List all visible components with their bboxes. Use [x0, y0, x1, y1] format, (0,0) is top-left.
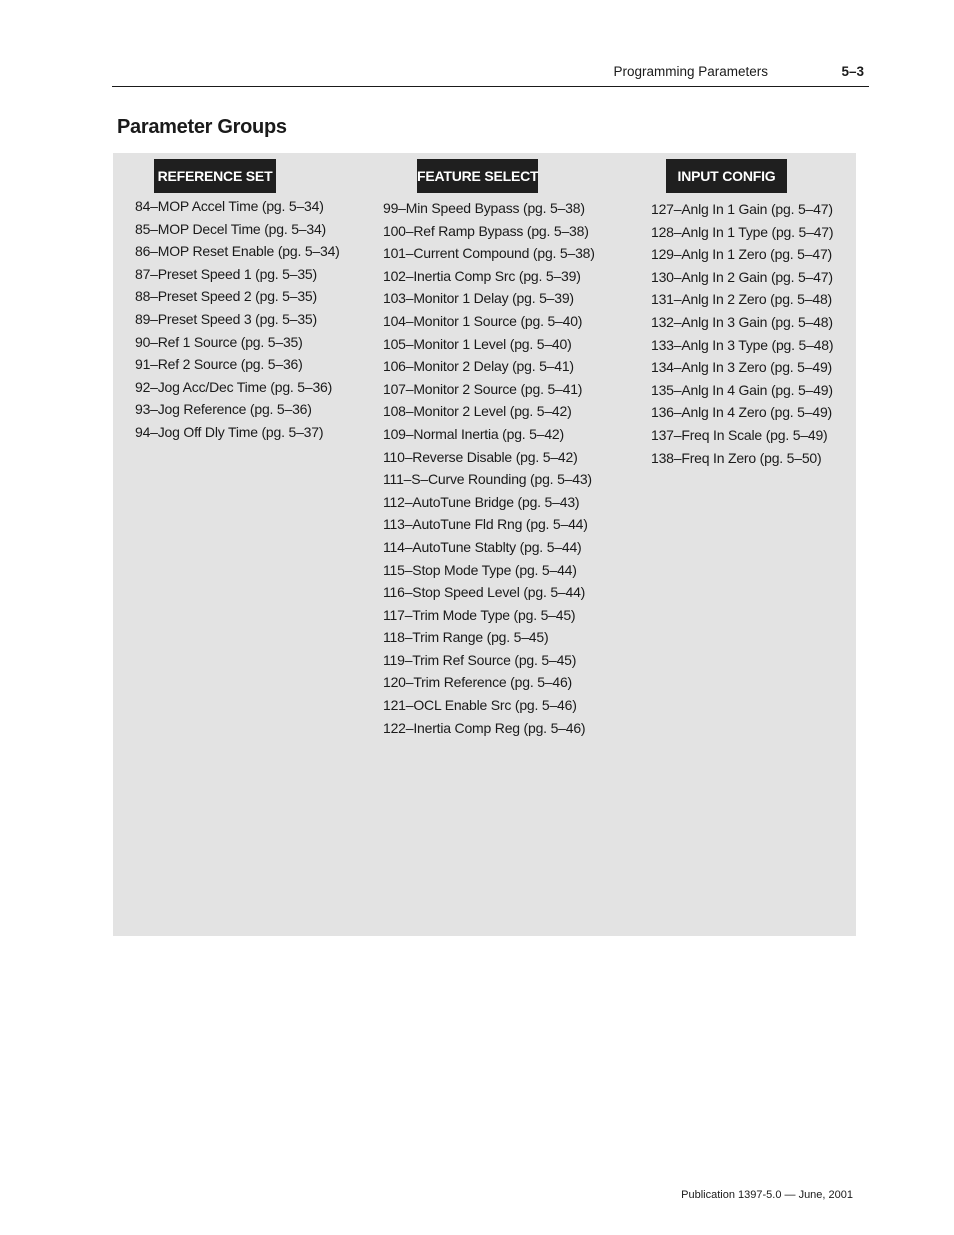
parameter-item: 121–OCL Enable Src (pg. 5–46): [383, 697, 577, 714]
page-number: 5–3: [841, 64, 864, 79]
parameter-item: 127–Anlg In 1 Gain (pg. 5–47): [651, 201, 833, 217]
parameter-item: 108–Monitor 2 Level (pg. 5–42): [383, 403, 572, 420]
parameter-item: 86–MOP Reset Enable (pg. 5–34): [135, 243, 340, 260]
reference-set-list: [135, 195, 340, 444]
header-divider: [112, 86, 869, 87]
parameter-item: 130–Anlg In 2 Gain (pg. 5–47): [651, 268, 833, 285]
parameter-item: 90–Ref 1 Source (pg. 5–35): [135, 333, 303, 350]
parameter-item: 132–Anlg In 3 Gain (pg. 5–48): [651, 313, 833, 330]
parameter-item: 100–Ref Ramp Bypass (pg. 5–38): [383, 222, 589, 239]
feature-select-list: [383, 197, 595, 739]
parameter-item: 88–Preset Speed 2 (pg. 5–35): [135, 288, 317, 305]
parameter-item: 84–MOP Accel Time (pg. 5–34): [135, 198, 324, 214]
parameter-item: 105–Monitor 1 Level (pg. 5–40): [383, 335, 572, 352]
parameter-item: 91–Ref 2 Source (pg. 5–36): [135, 356, 303, 373]
parameter-item: 119–Trim Ref Source (pg. 5–45): [383, 651, 577, 668]
parameter-item: 136–Anlg In 4 Zero (pg. 5–49): [651, 404, 832, 421]
publication-footer: Publication 1397-5.0 — June, 2001: [681, 1189, 853, 1201]
group-header-feature-select: FEATURE SELECT: [417, 159, 538, 193]
parameter-item: 129–Anlg In 1 Zero (pg. 5–47): [651, 246, 832, 263]
parameter-item: 131–Anlg In 2 Zero (pg. 5–48): [651, 291, 832, 308]
parameter-item: 134–Anlg In 3 Zero (pg. 5–49): [651, 359, 832, 376]
running-header-section: Programming Parameters: [613, 64, 768, 79]
parameter-item: 117–Trim Mode Type (pg. 5–45): [383, 606, 576, 623]
parameter-item: 118–Trim Range (pg. 5–45): [383, 629, 549, 646]
parameter-item: 92–Jog Acc/Dec Time (pg. 5–36): [135, 378, 333, 395]
group-header-input-config: INPUT CONFIG: [666, 159, 787, 193]
parameter-item: 137–Freq In Scale (pg. 5–49): [651, 426, 828, 443]
parameter-item: 104–Monitor 1 Source (pg. 5–40): [383, 312, 583, 329]
parameter-item: 133–Anlg In 3 Type (pg. 5–48): [651, 336, 834, 353]
parameter-item: 107–Monitor 2 Source (pg. 5–41): [383, 380, 583, 397]
parameter-item: 135–Anlg In 4 Gain (pg. 5–49): [651, 381, 833, 398]
parameter-item: 111–S–Curve Rounding (pg. 5–43): [383, 471, 592, 488]
parameter-item: 114–AutoTune Stablty (pg. 5–44): [383, 538, 582, 555]
parameter-item: 94–Jog Off Dly Time (pg. 5–37): [135, 423, 324, 440]
parameter-item: 110–Reverse Disable (pg. 5–42): [383, 448, 578, 465]
parameter-item: 112–AutoTune Bridge (pg. 5–43): [383, 493, 580, 510]
parameter-item: 89–Preset Speed 3 (pg. 5–35): [135, 310, 317, 327]
parameter-groups-panel: [113, 153, 856, 936]
parameter-item: 122–Inertia Comp Reg (pg. 5–46): [383, 719, 586, 736]
parameter-item: 116–Stop Speed Level (pg. 5–44): [383, 584, 586, 601]
parameter-item: 120–Trim Reference (pg. 5–46): [383, 674, 573, 691]
parameter-item: 138–Freq In Zero (pg. 5–50): [651, 449, 822, 466]
parameter-item: 128–Anlg In 1 Type (pg. 5–47): [651, 223, 834, 240]
parameter-item: 103–Monitor 1 Delay (pg. 5–39): [383, 290, 574, 307]
parameter-item: 115–Stop Mode Type (pg. 5–44): [383, 561, 577, 578]
parameter-item: 99–Min Speed Bypass (pg. 5–38): [383, 200, 585, 216]
parameter-item: 113–AutoTune Fld Rng (pg. 5–44): [383, 516, 588, 533]
parameter-item: 109–Normal Inertia (pg. 5–42): [383, 425, 564, 442]
parameter-item: 93–Jog Reference (pg. 5–36): [135, 401, 312, 418]
group-header-reference-set: REFERENCE SET: [154, 159, 276, 193]
parameter-item: 85–MOP Decel Time (pg. 5–34): [135, 220, 327, 237]
parameter-item: 101–Current Compound (pg. 5–38): [383, 245, 595, 262]
page-title: Parameter Groups: [117, 116, 287, 138]
parameter-item: 102–Inertia Comp Src (pg. 5–39): [383, 267, 581, 284]
parameter-item: 106–Monitor 2 Delay (pg. 5–41): [383, 358, 574, 375]
input-config-list: [651, 198, 833, 469]
parameter-item: 87–Preset Speed 1 (pg. 5–35): [135, 265, 317, 282]
